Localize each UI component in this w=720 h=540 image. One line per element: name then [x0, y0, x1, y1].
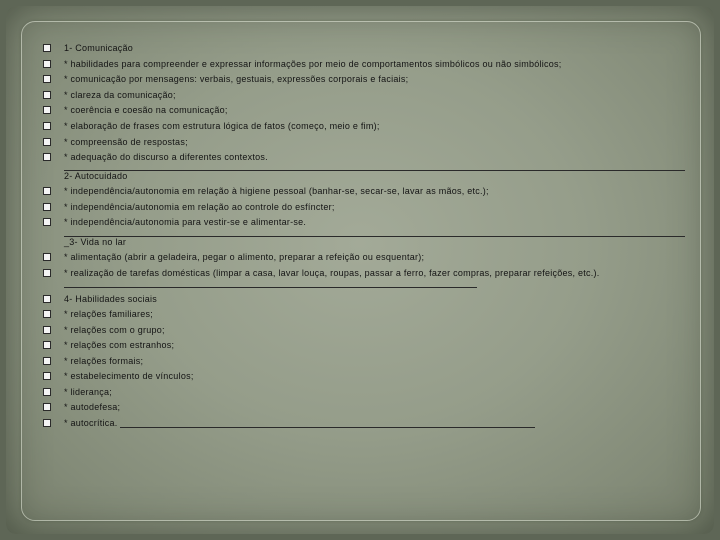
bullet-icon [43, 310, 51, 318]
bullet-icon [43, 187, 51, 195]
list-item-text: * relações com estranhos; [64, 340, 175, 350]
list-item-text: * relações familiares; [64, 309, 154, 319]
bullet-icon [43, 203, 51, 211]
section-divider [64, 287, 477, 288]
section-heading-autocuidado: 2- Autocuidado [64, 171, 128, 181]
bullet-icon [43, 326, 51, 334]
bullet-icon [43, 341, 51, 349]
bullet-icon [43, 269, 51, 277]
bullet-icon [43, 419, 51, 427]
list-item-text: * elaboração de frases com estrutura lógica de fatos (começo, meio e fim); [64, 121, 380, 131]
list-item-text: * realização de tarefas domésticas (limpar a casa, lavar louça, roupas, passar a ferro, fazer compras, preparar refeições, etc.). [64, 268, 600, 278]
list-item-text: 4- Habilidades sociais [64, 294, 158, 304]
bullet-icon [43, 106, 51, 114]
bullet-icon [43, 122, 51, 130]
autocritica-underline [120, 427, 535, 428]
bullet-icon [43, 253, 51, 261]
bullet-icon [43, 75, 51, 83]
bullet-icon [43, 44, 51, 52]
bullet-icon [43, 357, 51, 365]
list-item-text: * comunicação por mensagens: verbais, gestuais, expressões corporais e faciais; [64, 74, 409, 84]
list-item-text: * estabelecimento de vínculos; [64, 371, 194, 381]
bullet-icon [43, 372, 51, 380]
list-item-text: * relações formais; [64, 356, 144, 366]
list-item-text: * compreensão de respostas; [64, 137, 188, 147]
bullet-icon [43, 403, 51, 411]
list-item-text: * adequação do discurso a diferentes contextos. [64, 152, 268, 162]
section-divider [64, 170, 685, 171]
list-item-text: * independência/autonomia para vestir-se e alimentar-se. [64, 217, 307, 227]
bullet-icon [43, 138, 51, 146]
list-item-text: 1- Comunicação [64, 43, 134, 53]
section-divider [64, 236, 685, 237]
bullet-icon [43, 60, 51, 68]
list-item-text: * habilidades para compreender e expressar informações por meio de comportamentos simbólicos ou não simbólicos; [64, 59, 562, 69]
section-heading-vida-no-lar: _3- Vida no lar [64, 237, 127, 247]
bullet-icon [43, 153, 51, 161]
list-item-text: * relações com o grupo; [64, 325, 165, 335]
list-item-text: * independência/autonomia em relação à higiene pessoal (banhar-se, secar-se, lavar as mãos, etc.); [64, 186, 489, 196]
list-item-text: * independência/autonomia em relação ao controle do esfíncter; [64, 202, 335, 212]
bullet-icon [43, 295, 51, 303]
bullet-icon [43, 218, 51, 226]
list-item-text: * autodefesa; [64, 402, 121, 412]
list-item-text: * coerência e coesão na comunicação; [64, 105, 228, 115]
list-item-text: * liderança; [64, 387, 113, 397]
bullet-icon [43, 91, 51, 99]
bullet-icon [43, 388, 51, 396]
list-item-text: * clareza da comunicação; [64, 90, 176, 100]
list-item-text: * autocrítica. [64, 418, 118, 428]
list-item-text: * alimentação (abrir a geladeira, pegar o alimento, preparar a refeição ou esquentar); [64, 252, 425, 262]
